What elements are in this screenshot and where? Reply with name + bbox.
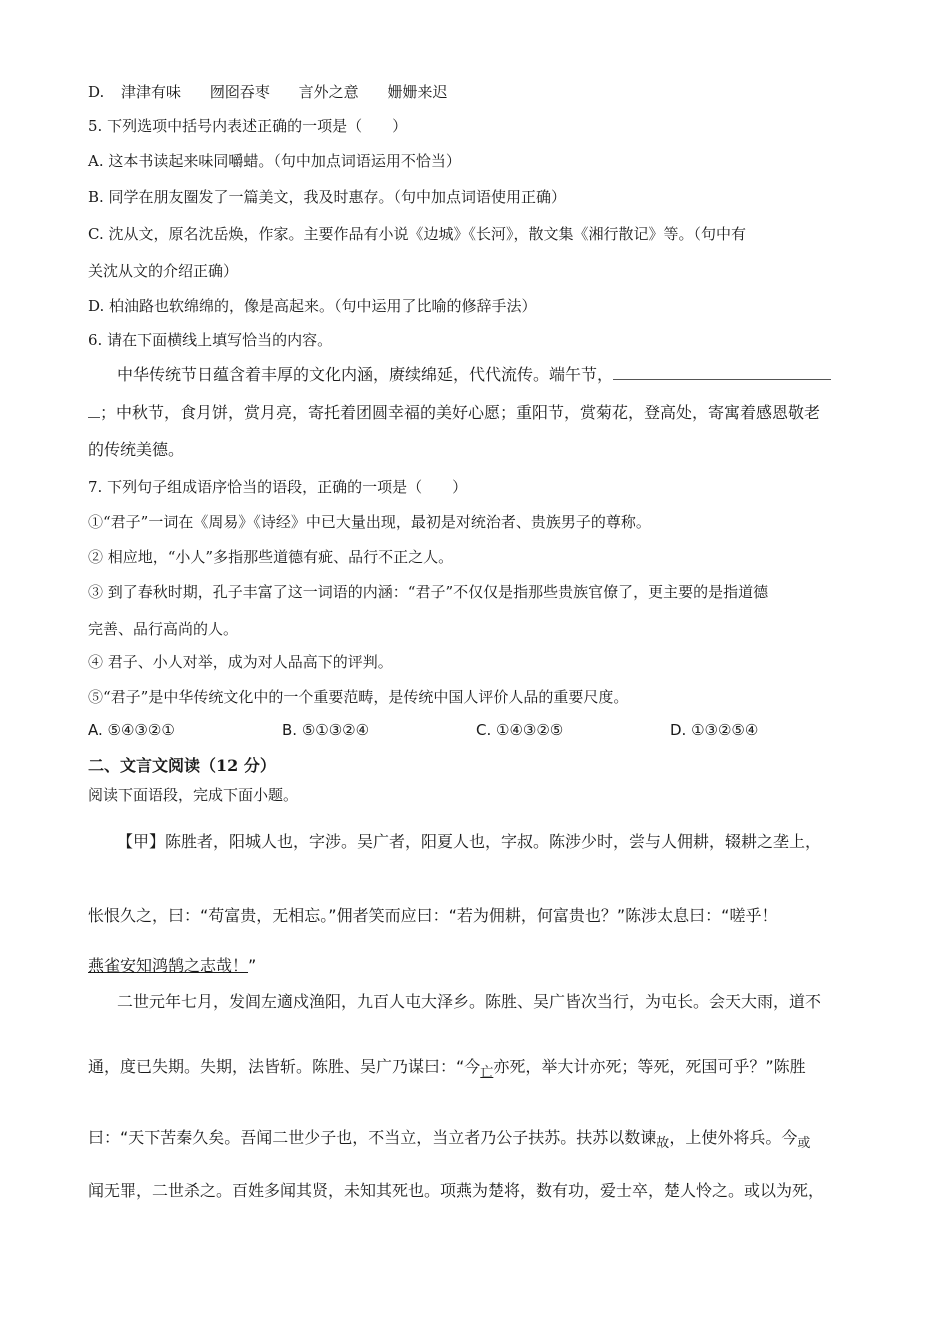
question-7-option-a[interactable]: A. ⑤④③②① [88, 721, 175, 739]
answer-blank-continuation[interactable] [88, 403, 100, 418]
section-2-title: 二、文言文阅读（12 分） [88, 756, 276, 775]
question-5-option-d: D. 柏油路也软绵绵的，像是高起来。（句中运用了比喻的修辞手法） [88, 297, 537, 315]
para-text: ；中秋节，食月饼，赏月亮，寄托着团圆幸福的美好心愿；重阳节，赏菊花，登高处，寄寓着感恩敬老 [100, 403, 821, 422]
text: 亦死，举大计亦死；等死，死国可乎？”陈胜 [493, 1057, 806, 1076]
question-7-stem: 7. 下列句子组成语序恰当的语段，正确的一项是（ ） [88, 478, 468, 496]
answer-blank[interactable] [613, 365, 831, 380]
sentence-1: ①“君子”一词在《周易》《诗经》中已大量出现，最初是对统治者、贵族男子的尊称。 [88, 513, 651, 531]
sentence-3-line2: 完善、品行高尚的人。 [88, 620, 239, 638]
section-2-intro: 阅读下面语段，完成下面小题。 [88, 786, 299, 804]
underlined-sentence: 燕雀安知鸿鹄之志哉！ [88, 956, 249, 975]
word-4: 姗姗来迟 [387, 83, 448, 101]
passage-para1-line2: 怅恨久之，曰：“苟富贵，无相忘。”佣者笑而应曰：“若为佣耕，何富贵也？”陈涉太息曰：“嗟乎！ [88, 906, 778, 925]
passage-para1-line1: 【甲】陈胜者，阳城人也，字涉。吴广者，阳夏人也，字叔。陈涉少时，尝与人佣耕，辍耕之垄上， [117, 832, 822, 851]
question-5-option-c-line1: C. 沈从文，原名沈岳焕，作家。主要作品有小说《边城》《长河》，散文集《湘行散记》等。（句中有 [88, 225, 746, 243]
text: 通，度已失期。失期，法皆斩。陈胜、吴广乃谋曰：“今 [88, 1057, 481, 1076]
question-6-para-line1 [117, 365, 831, 385]
question-7-option-d[interactable]: D. ①③②⑤④ [670, 721, 759, 739]
question-6-para-line2 [88, 403, 820, 423]
annotated-char-gu: 故 [656, 1136, 670, 1151]
text: ，上使外将兵。今 [669, 1128, 798, 1147]
word-3: 言外之意 [298, 83, 359, 101]
option-label: D. [88, 83, 105, 101]
question-5-option-b: B. 同学在朋友圈发了一篇美文，我及时惠存。（句中加点词语使用正确） [88, 188, 567, 206]
q4-option-d [88, 82, 447, 102]
question-6-para-line3: 的传统美德。 [88, 440, 185, 459]
sentence-4: ④ 君子、小人对举，成为对人品高下的评判。 [88, 653, 393, 671]
para-text: 中华传统节日蕴含着丰厚的文化内涵，赓续绵延，代代流传。端午节， [117, 365, 614, 384]
passage-para2-line1: 二世元年七月，发闾左適戍渔阳，九百人屯大泽乡。陈胜、吴广皆次当行，为屯长。会天大雨，道不 [117, 992, 822, 1011]
annotated-char-huo: 或 [797, 1136, 811, 1151]
question-5-stem: 5. 下列选项中括号内表述正确的一项是（ ） [88, 117, 408, 135]
closing-quote: ” [248, 956, 257, 975]
annotated-char-wang: 亡 [480, 1065, 494, 1080]
passage-para2-line3 [88, 1128, 810, 1150]
question-6-stem: 6. 请在下面横线上填写恰当的内容。 [88, 331, 333, 349]
passage-para2-line4: 闻无罪，二世杀之。百姓多闻其贤，未知其死也。项燕为楚将，数有功，爱士卒，楚人怜之。或以为死， [88, 1181, 825, 1200]
question-5-option-a: A. 这本书读起来味同嚼蜡。（句中加点词语运用不恰当） [88, 152, 461, 170]
sentence-3-line1: ③ 到了春秋时期，孔子丰富了这一词语的内涵：“君子”不仅仅是指那些贵族官僚了，更主要的是指道德 [88, 583, 769, 601]
sentence-5: ⑤“君子”是中华传统文化中的一个重要范畴，是传统中国人评价人品的重要尺度。 [88, 688, 629, 706]
text: 曰：“天下苦秦久矣。吾闻二世少子也，不当立，当立者乃公子扶苏。扶苏以数谏 [88, 1128, 657, 1147]
question-7-option-c[interactable]: C. ①④③②⑤ [476, 721, 564, 739]
passage-para2-line2 [88, 1057, 806, 1079]
question-7-option-b[interactable]: B. ⑤①③②④ [282, 721, 370, 739]
sentence-2: ② 相应地，“小人”多指那些道德有疵、品行不正之人。 [88, 548, 454, 566]
word-1: 津津有味 [121, 83, 182, 101]
question-5-option-c-line2: 关沈从文的介绍正确） [88, 262, 239, 280]
word-2: 囫囵吞枣 [209, 83, 270, 101]
passage-para1-line3 [88, 956, 256, 976]
